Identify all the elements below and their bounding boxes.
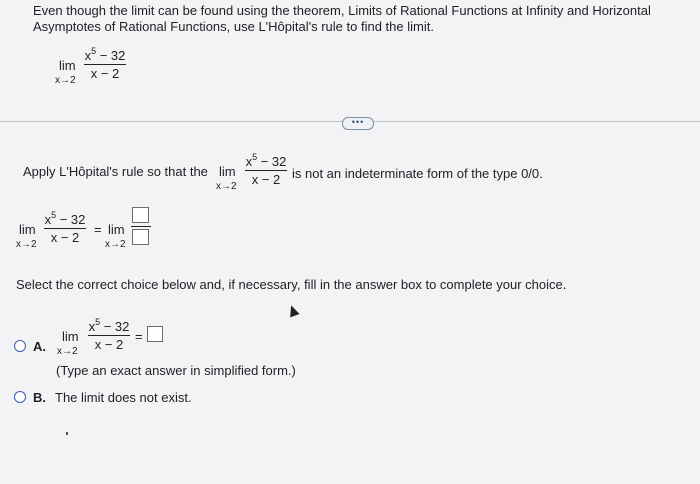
limit-operator: lim — [59, 58, 76, 73]
stray-mark — [66, 432, 68, 435]
fraction-numerator: $x^5 - 32$ — [84, 46, 126, 63]
option-b-text: The limit does not exist. — [55, 390, 192, 405]
fraction-denominator: x − 2 — [90, 66, 120, 81]
limit-fraction: $x^5 - 32$ x − 2 — [44, 210, 86, 245]
equals-sign: = — [135, 329, 143, 344]
step-instruction-after: is not an indeterminate form of the type 0/0. — [292, 166, 543, 181]
step-instruction-before: Apply L'Hôpital's rule so that the — [23, 164, 208, 179]
choice-prompt: Select the correct choice below and, if necessary, fill in the answer box to complete your choice. — [16, 277, 567, 292]
limit-approach: x→2 — [55, 75, 76, 86]
derivative-denominator-input[interactable] — [132, 229, 149, 245]
limit-approach: x→2 — [57, 346, 78, 357]
limit-operator: lim — [108, 222, 125, 237]
limit-operator: lim — [62, 329, 79, 344]
derivative-numerator-input[interactable] — [132, 207, 149, 223]
mouse-cursor-icon — [286, 304, 299, 318]
limit-approach: x→2 — [216, 181, 237, 192]
equals-sign: = — [94, 222, 102, 237]
option-a-hint: (Type an exact answer in simplified form.) — [56, 363, 296, 378]
question-text-line-1: Even though the limit can be found using the theorem, Limits of Rational Functions at Infinity and Horizontal — [33, 3, 651, 18]
show-more-button[interactable]: ••• — [342, 117, 374, 130]
question-text-line-2: Asymptotes of Rational Functions, use L'Hôpital's rule to find the limit. — [33, 19, 434, 34]
limit-fraction: $x^5 - 32$ x − 2 — [88, 317, 130, 352]
option-b-radio[interactable] — [14, 391, 26, 403]
limit-fraction — [84, 44, 126, 81]
option-a-answer-input[interactable] — [147, 326, 163, 342]
option-a-letter: A. — [33, 339, 46, 354]
option-b-letter: B. — [33, 390, 46, 405]
option-a-radio[interactable] — [14, 340, 26, 352]
limit-operator: lim — [19, 222, 36, 237]
limit-fraction: $x^5 - 32$ x − 2 — [245, 152, 287, 187]
limit-approach: x→2 — [105, 239, 126, 250]
limit-operator: lim — [219, 164, 236, 179]
limit-approach: x→2 — [16, 239, 37, 250]
